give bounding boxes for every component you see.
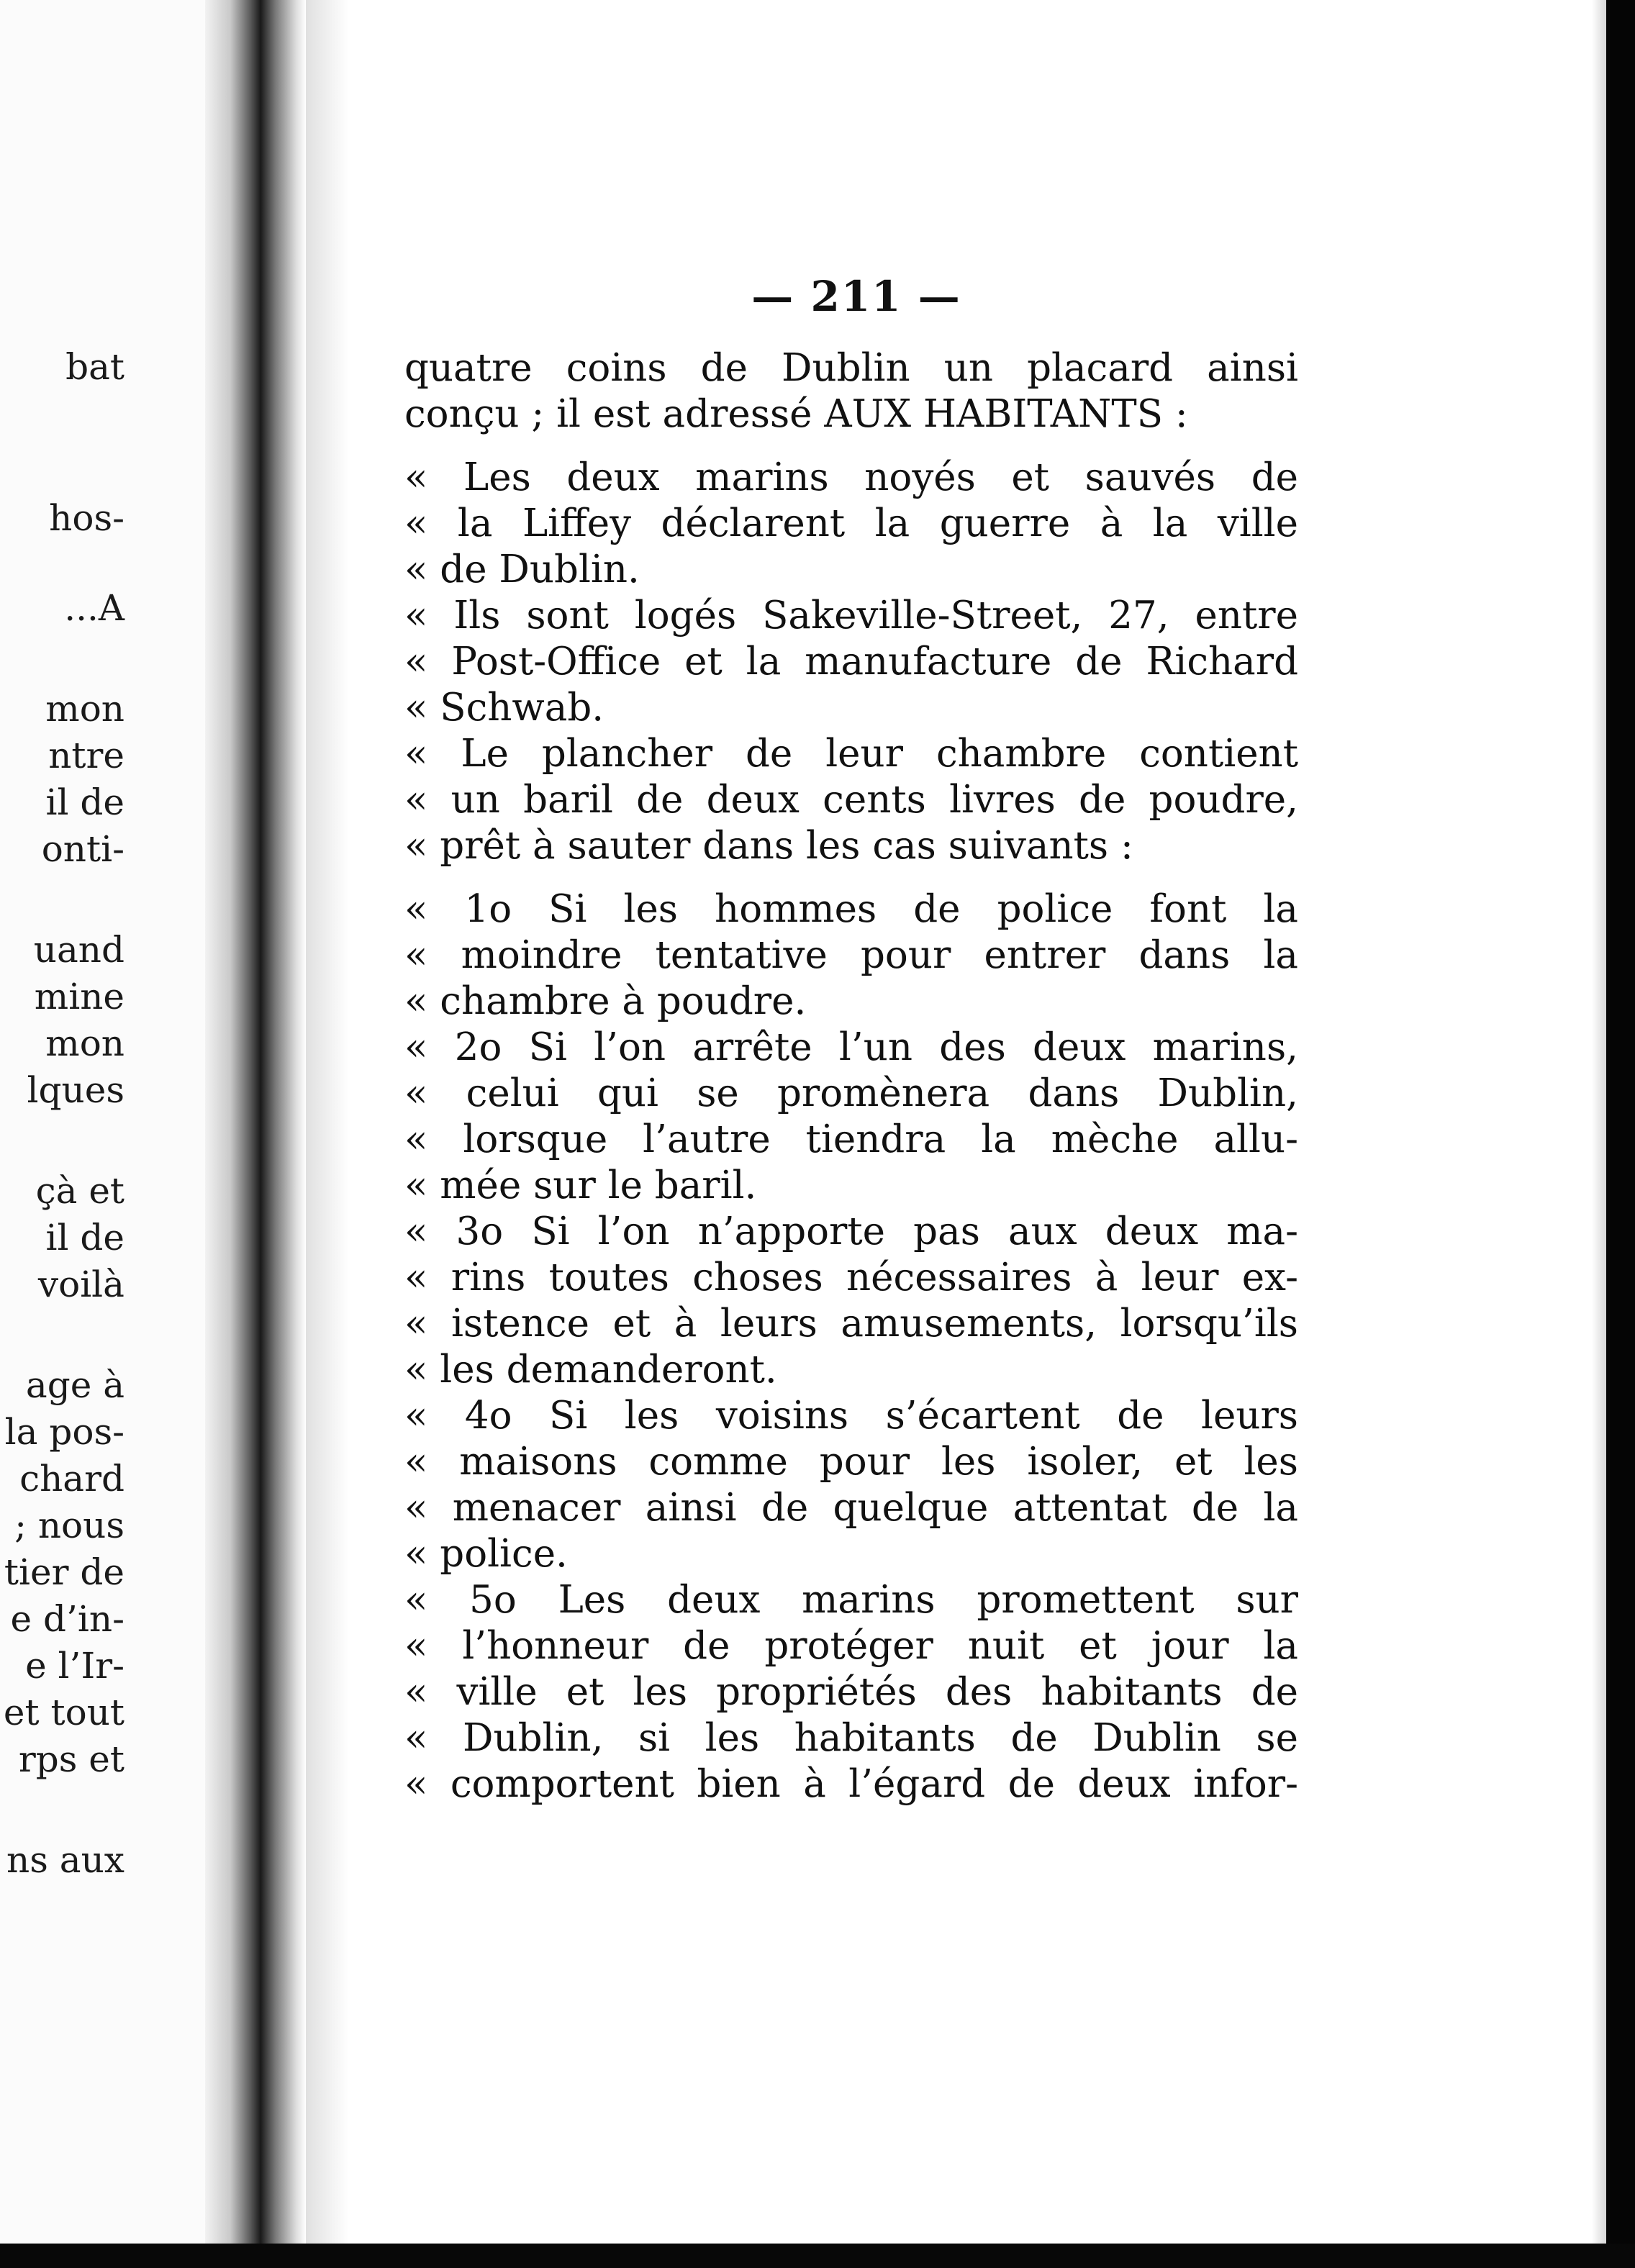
text-line: « menacer ainsi de quelque attentat de la <box>404 1486 1298 1530</box>
text-line: « Post-Office et la manufacture de Richard <box>404 640 1298 684</box>
text-line: « police. <box>404 1532 568 1576</box>
text-line: « mée sur le baril. <box>404 1164 757 1207</box>
text-line: « 1o Si les hommes de police font la <box>404 887 1298 931</box>
text-line: « 2o Si l’on arrête l’un des deux marins, <box>404 1025 1298 1069</box>
page-body <box>404 345 1298 1807</box>
text-line: « Le plancher de leur chambre contient <box>404 732 1298 776</box>
text-line: « Les deux marins noyés et sauvés de <box>404 455 1298 499</box>
text-line: « prêt à sauter dans les cas suivants : <box>404 824 1133 868</box>
fragment-line: il de <box>45 1217 124 1258</box>
fragment-line: mon <box>45 688 124 730</box>
text-line: « ville et les propriétés des habitants de <box>404 1670 1298 1714</box>
text-line: « moindre tentative pour entrer dans la <box>404 933 1298 977</box>
fragment-line: il de <box>45 781 124 823</box>
previous-page-fragment <box>0 0 205 2244</box>
fragment-line: ntre <box>48 735 124 776</box>
text-line: « rins toutes choses nécessaires à leur ex- <box>404 1256 1298 1299</box>
fragment-line: onti- <box>41 828 124 870</box>
text-line: quatre coins de Dublin un placard ainsi <box>404 346 1298 390</box>
text-line: « 4o Si les voisins s’écartent de leurs <box>404 1394 1298 1438</box>
text-line: « 5o Les deux marins promettent sur <box>404 1578 1298 1622</box>
text-line: « maisons comme pour les isoler, et les <box>404 1440 1298 1484</box>
text-line: « l’honneur de protéger nuit et jour la <box>404 1624 1298 1668</box>
text-line: « Dublin, si les habitants de Dublin se <box>404 1716 1298 1760</box>
gutter-shadow <box>306 0 349 2244</box>
text-line: « les demanderont. <box>404 1348 777 1392</box>
text-line: « Schwab. <box>404 686 604 730</box>
scan-border-right <box>1606 0 1635 2268</box>
book-binding-gutter <box>205 0 306 2244</box>
fragment-line: mine <box>34 976 124 1017</box>
fragment-line: bat <box>65 346 124 388</box>
fragment-line: age à <box>25 1364 124 1406</box>
fragment-line: çà et <box>35 1170 124 1212</box>
text-line: conçu ; il est adressé AUX HABITANTS : <box>404 392 1188 436</box>
text-line: « de Dublin. <box>404 548 640 591</box>
text-line: « istence et à leurs amusements, lorsqu’ils <box>404 1302 1298 1346</box>
fragment-line: hos- <box>49 497 124 539</box>
scan-border-bottom <box>0 2244 1635 2268</box>
text-line: « 3o Si l’on n’apporte pas aux deux ma- <box>404 1210 1298 1253</box>
fragment-line: la pos- <box>4 1411 124 1453</box>
text-line: « un baril de deux cents livres de poudre, <box>404 778 1298 822</box>
fragment-line: ns aux <box>6 1839 124 1881</box>
fragment-line: rps et <box>18 1738 124 1780</box>
fragment-line: e d’in- <box>10 1598 124 1640</box>
fragment-line: ...A <box>64 587 124 629</box>
fragment-line: mon <box>45 1022 124 1064</box>
scan-page-edge <box>1592 0 1606 2268</box>
text-line: « la Liffey déclarent la guerre à la ville <box>404 502 1298 545</box>
fragment-line: lques <box>27 1069 124 1111</box>
text-line: « comportent bien à l’égard de deux infor- <box>404 1762 1298 1806</box>
text-line: « lorsque l’autre tiendra la mèche allu- <box>404 1117 1298 1161</box>
fragment-line: uand <box>33 929 124 971</box>
text-line: « celui qui se promènera dans Dublin, <box>404 1071 1298 1115</box>
text-line: « chambre à poudre. <box>404 979 807 1023</box>
fragment-line: ; nous <box>14 1505 124 1546</box>
fragment-line: chard <box>19 1458 124 1500</box>
text-line: « Ils sont logés Sakeville-Street, 27, entre <box>404 594 1298 638</box>
fragment-line: et tout <box>3 1692 124 1733</box>
fragment-line: e l’Ir- <box>25 1645 124 1687</box>
fragment-line: voilà <box>37 1264 124 1305</box>
fragment-line: tier de <box>4 1551 124 1593</box>
page-number: — 211 — <box>751 272 961 321</box>
